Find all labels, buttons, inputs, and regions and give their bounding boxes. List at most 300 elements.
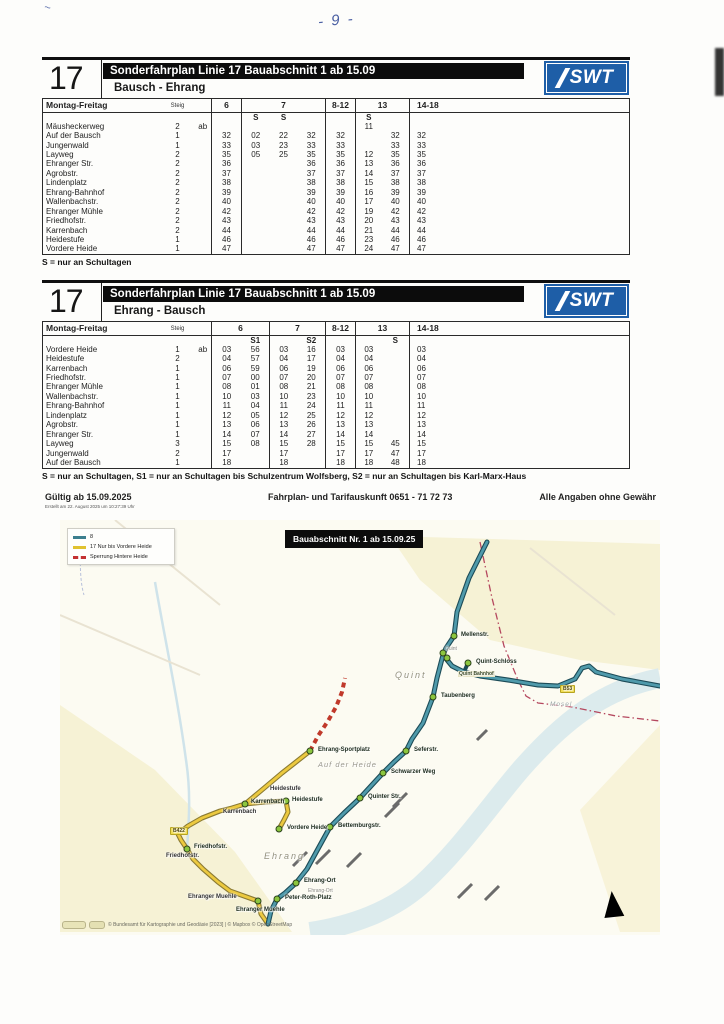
network-map [60,520,660,935]
day-label: Montag-Freitag [43,99,161,113]
time-cell: 10 [270,392,298,401]
time-cell: 15 [270,439,298,448]
ab-marker [195,364,212,373]
ab-marker [195,439,212,448]
time-cell: 38 [212,179,242,188]
ab-marker [195,226,212,235]
map-stop-label: Ehrang-Sportplatz [318,747,370,753]
steig-value: 2 [175,206,180,216]
time-cell: 42 [410,207,630,216]
service-flag: S [242,113,270,123]
stop-name: Heidestufe [46,235,85,244]
time-cell: 32 [306,131,316,141]
time-cell [270,226,298,235]
map-stop-dot [274,896,281,903]
table-row [43,198,630,207]
stop-name: Karrenbach [46,225,88,235]
map-stop-label: Schwarzer Weg [391,769,436,775]
time-cell: 12 [326,411,356,420]
time-cell: 06 [410,364,630,373]
time-cell [242,207,270,216]
time-cell: 33 [410,141,630,150]
map-stop-dot [276,826,283,833]
footnote: S = nur an Schultagen, S1 = nur an Schultagen bis Schulzentrum Wolfsberg, S2 = nur an Schultagen bis Karl-Marx-Haus [42,470,527,481]
time-cell: 28 [306,439,316,449]
steig-label: Steig [161,322,195,336]
time-cell [270,207,298,216]
legend-item [73,544,170,550]
time-cell: 42 [306,206,316,216]
time-cell [270,169,298,178]
time-cell: 35 [306,150,316,160]
time-cell: 40 [212,198,242,207]
time-cell: 44 [410,226,630,235]
legend-item [73,534,170,540]
legend-line-swatch [73,556,86,559]
time-cell: 39 [326,188,356,197]
stop-name: Wallenbachstr. [46,197,99,207]
time-cell: 12 [410,411,630,420]
map-stop-label: Ehrang-Ort [308,888,333,894]
steig-value: 2 [175,448,180,458]
steig-value: 1 [175,382,180,392]
time-cell: 47 [306,244,316,254]
handwritten-page-number: - 9 - [317,10,356,31]
time-cell: 44 [306,225,316,235]
swt-slash-icon [554,68,570,88]
construction-phase-badge: Bauabschnitt Nr. 1 ab 15.09.25 [285,530,423,548]
time-cell [242,226,270,235]
table-row [43,458,630,468]
time-cell: 38 [410,179,630,188]
time-cell: 06 [356,364,382,373]
map-legend [67,528,175,565]
time-cell: 08 [356,383,382,392]
steig-label: Steig [161,99,195,113]
time-cell: 38 [326,179,356,188]
timetable-title: Sonderfahrplan Linie 17 Bauabschnitt 1 ab 15.09 [103,63,524,79]
table-row [43,373,630,382]
ab-marker [195,449,212,458]
map-stop-dot [444,655,451,662]
time-cell [410,122,630,131]
ab-marker [195,169,212,178]
table-row [43,235,630,244]
time-cell: 44 [212,226,242,235]
time-cell [242,188,270,197]
time-cell: 33 [306,140,316,150]
stop-name: Ehranger Mühle [46,382,103,392]
ab-marker [195,141,212,150]
time-cell [212,122,242,131]
map-stop-dot [380,770,387,777]
legend-label: 8 [90,534,94,540]
time-cell [242,245,270,255]
time-cell: 10 [356,392,382,401]
steig-value: 2 [175,354,180,364]
steig-value: 1 [175,140,180,150]
ab-marker [195,131,212,140]
time-cell: 24 [356,245,382,255]
ab-marker [195,235,212,244]
map-stop-dot [357,795,364,802]
time-cell: 26 [306,420,316,430]
time-cell [270,235,298,244]
service-flag [410,113,630,123]
time-cell: 15 [410,439,630,448]
map-stop-label: Peter-Roth-Platz [285,895,332,901]
steig-value: 2 [175,197,180,207]
time-cell: 47 [390,244,400,254]
stop-name: Vordere Heide [46,345,98,354]
stop-name: Auf der Bausch [46,458,101,467]
time-cell: 06 [212,364,242,373]
map-stop-dot [327,824,334,831]
disclaimer: Alle Angaben ohne Gewähr [539,492,656,502]
time-cell: 08 [410,383,630,392]
service-flag [298,113,326,123]
time-cell: 39 [390,188,400,197]
stop-name: Heidestufe [46,354,85,364]
time-cell: 43 [326,216,356,225]
time-cell: 35 [326,150,356,159]
steig-value: 1 [175,429,180,439]
table-row [43,188,630,197]
map-stop-label: Mellenstr. [461,632,489,638]
timetable-header [42,280,630,321]
table-row [43,421,630,430]
time-cell: 47 [212,245,242,255]
timetable-direction: Bausch - Ehrang [114,82,206,94]
time-cell [382,354,410,363]
stop-name: Lindenplatz [46,411,87,420]
table-row [43,245,630,255]
map-canvas [60,520,660,935]
time-cell [382,122,410,131]
time-cell [242,235,270,244]
hour-header: 7 [270,322,326,336]
steig-value: 2 [175,122,180,131]
time-cell: 36 [212,160,242,169]
time-cell [242,458,270,468]
time-cell: 42 [390,206,400,216]
time-cell: 13 [270,421,298,430]
stop-name: Jungenwald [46,448,89,458]
time-cell: 11 [270,402,298,411]
time-cell: 46 [306,235,316,244]
steig-value: 1 [175,401,180,411]
north-arrow-icon [602,890,625,918]
ab-marker [195,373,212,382]
map-stop-label: Seferstr. [414,747,439,753]
time-cell: 16 [306,345,316,354]
time-cell: 37 [390,169,400,178]
time-cell: 10 [410,392,630,401]
steig-value: 2 [175,150,180,160]
time-cell: 40 [410,198,630,207]
table-row [43,345,630,354]
scan-artifact [715,48,724,96]
ab-marker [195,216,212,225]
map-stop-label: Quint Bahnhof [459,671,494,677]
time-cell: 14 [270,430,298,439]
service-flag: S [392,336,398,345]
time-cell: 19 [306,363,316,373]
time-cell: 11 [410,402,630,411]
stop-name: Auf der Bausch [46,131,101,141]
time-cell: 46 [212,235,242,244]
service-flag [382,113,410,123]
steig-value: 1 [175,411,180,420]
ab-marker [195,402,212,411]
ab-marker [195,150,212,159]
stop-name: Agrobstr. [46,420,79,430]
time-cell: 18 [356,458,382,468]
time-cell [382,345,410,354]
ab-marker [195,458,212,468]
map-attribution [62,921,292,929]
time-cell: 06 [326,364,356,373]
table-row [43,354,630,363]
legend-line-swatch [73,546,86,549]
steig-value: 1 [175,420,180,430]
time-cell: 27 [306,429,316,439]
time-cell: 08 [326,383,356,392]
time-cell: 06 [270,364,298,373]
time-cell: 05 [242,150,270,159]
steig-value: 1 [175,244,180,254]
time-cell [298,122,326,131]
hour-header: 6 [212,322,270,336]
time-cell: 15 [212,439,242,448]
time-cell: 18 [410,458,630,468]
time-cell: 08 [250,439,260,449]
map-stop-dot [451,633,458,640]
time-cell: 11 [356,402,382,411]
timetable-bausch-ehrang [42,57,630,267]
time-cell: 15 [326,439,356,448]
valid-from: Gültig ab 15.09.2025 [45,492,132,502]
time-cell: 33 [390,140,400,150]
map-stop-dot [242,801,249,808]
time-cell: 32 [326,131,356,140]
legend-item [73,554,170,560]
time-cell: 47 [390,448,400,458]
service-flag [212,113,242,123]
time-cell: 18 [326,458,356,468]
time-cell [382,402,410,411]
time-cell: 45 [390,439,400,449]
time-cell: 36 [390,159,400,169]
time-cell: 08 [270,383,298,392]
stop-name: Layweg [46,439,74,449]
time-cell: 37 [410,169,630,178]
time-cell [326,122,356,131]
time-cell: 59 [250,363,260,373]
time-cell: 12 [270,411,298,420]
ab-marker [195,160,212,169]
time-cell: 46 [326,235,356,244]
time-cell: 43 [306,216,316,226]
time-cell: 23 [356,235,382,244]
timetable-header [42,57,630,98]
time-cell: 12 [356,150,382,159]
stop-name: Ehranger Str. [46,429,94,439]
service-flag [326,336,356,346]
stop-name: Friedhofstr. [46,373,87,383]
time-cell [382,364,410,373]
time-cell: 17 [212,449,242,458]
time-cell: 04 [250,401,260,411]
time-cell: 36 [410,160,630,169]
service-flag: S2 [306,336,317,345]
map-stop-label: Quint [445,646,457,652]
steig-value: 2 [175,178,180,188]
route-number: 17 [49,60,83,96]
time-cell: 35 [410,150,630,159]
time-cell: 18 [212,458,242,468]
info-phone: Fahrplan- und Tarifauskunft 0651 - 71 72 73 [268,492,453,502]
time-cell [270,198,298,207]
map-stop-label: Karrenbach [251,799,285,805]
time-cell: 35 [212,150,242,159]
place-label: Auf der Heide [318,760,377,769]
time-cell: 04 [212,354,242,363]
map-stop-dot [465,660,472,667]
time-cell: 17 [270,449,298,458]
time-cell: 07 [212,373,242,382]
road-badge: B53 [560,685,575,693]
ab-marker [195,179,212,188]
time-cell [242,179,270,188]
table-row [43,449,630,458]
map-stop-dot [293,880,300,887]
map-stop-label: Heidestufe [292,797,323,803]
time-cell: 17 [356,198,382,207]
time-cell: 13 [356,421,382,430]
time-cell: 19 [356,207,382,216]
time-cell: 21 [356,226,382,235]
time-cell: 03 [250,392,260,401]
time-cell [270,188,298,197]
time-cell: 04 [356,354,382,363]
time-cell: 43 [390,216,400,226]
time-cell: 10 [326,392,356,401]
swt-logo [544,284,629,318]
time-cell: 02 [242,131,270,140]
hour-header: 14-18 [410,322,630,336]
table-row [43,392,630,401]
time-cell [270,122,298,131]
time-cell: 25 [279,150,288,160]
timetable-title: Sonderfahrplan Linie 17 Bauabschnitt 1 ab 15.09 [103,286,524,302]
steig-value: 1 [175,345,180,354]
time-cell: 44 [390,225,400,235]
time-cell [242,169,270,178]
time-cell: 14 [356,169,382,178]
time-cell [242,449,270,458]
time-cell: 37 [326,169,356,178]
time-cell: 43 [212,216,242,225]
time-cell [270,160,298,169]
table-row [43,439,630,448]
table-row [43,150,630,159]
divider [101,60,102,98]
time-cell [356,141,382,150]
time-cell: 20 [356,216,382,225]
time-cell: 40 [306,197,316,207]
time-cell: 43 [410,216,630,225]
time-cell: 33 [212,141,242,150]
time-cell: 14 [356,430,382,439]
road-badge: B422 [170,827,188,835]
service-flag [326,113,356,123]
hour-header: 6 [212,99,242,113]
stop-name: Lindenplatz [46,178,87,188]
time-cell: 17 [356,449,382,458]
table-row [43,207,630,216]
table-row [43,141,630,150]
service-flag [270,336,298,346]
table-row [43,216,630,225]
ab-marker [195,245,212,255]
time-cell: 32 [212,131,242,140]
stop-name: Jungenwald [46,140,89,150]
table-row [43,364,630,373]
legend-label: 17 Nur bis Vordere Heide [90,544,152,550]
time-cell: 17 [410,449,630,458]
time-cell: 03 [410,345,630,354]
time-cell: 07 [356,373,382,382]
service-flag: S [280,113,287,122]
table-row [43,430,630,439]
map-stop-label: Karrenbach [223,809,257,815]
ab-marker [195,383,212,392]
time-cell: 03 [212,345,242,354]
time-cell: 15 [356,179,382,188]
map-stop-label: Quint-Schloss [476,659,517,665]
steig-value: 1 [175,363,180,373]
time-cell: 25 [306,411,316,420]
time-cell: 07 [250,429,260,439]
map-stop-label: Ehrang-Ort [304,878,336,884]
swt-logo-text: SWT [544,284,629,318]
time-cell [382,392,410,401]
map-stop-label: Taubenberg [441,693,475,699]
osm-logo [89,921,105,929]
stop-name: Wallenbachstr. [46,392,99,401]
ab-marker [195,207,212,216]
departure-table [42,321,630,469]
time-cell: 42 [212,207,242,216]
time-cell [298,458,326,468]
table-row [43,160,630,169]
place-label: Mosel [550,701,573,708]
timetable-ehrang-bausch [42,280,630,481]
departure-table [42,98,630,255]
hour-header: 13 [356,322,410,336]
map-stop-label: Ehranger Muehle [188,894,237,900]
swt-logo-text: SWT [544,61,629,95]
map-stop-dot [255,898,262,905]
time-cell: 23 [279,140,288,150]
time-cell: 46 [410,235,630,244]
time-cell: 07 [326,373,356,382]
hour-header: 8-12 [326,99,356,113]
time-cell: 14 [410,430,630,439]
map-stop-label: Vordere Heide [287,825,328,831]
steig-value: 1 [175,373,180,383]
